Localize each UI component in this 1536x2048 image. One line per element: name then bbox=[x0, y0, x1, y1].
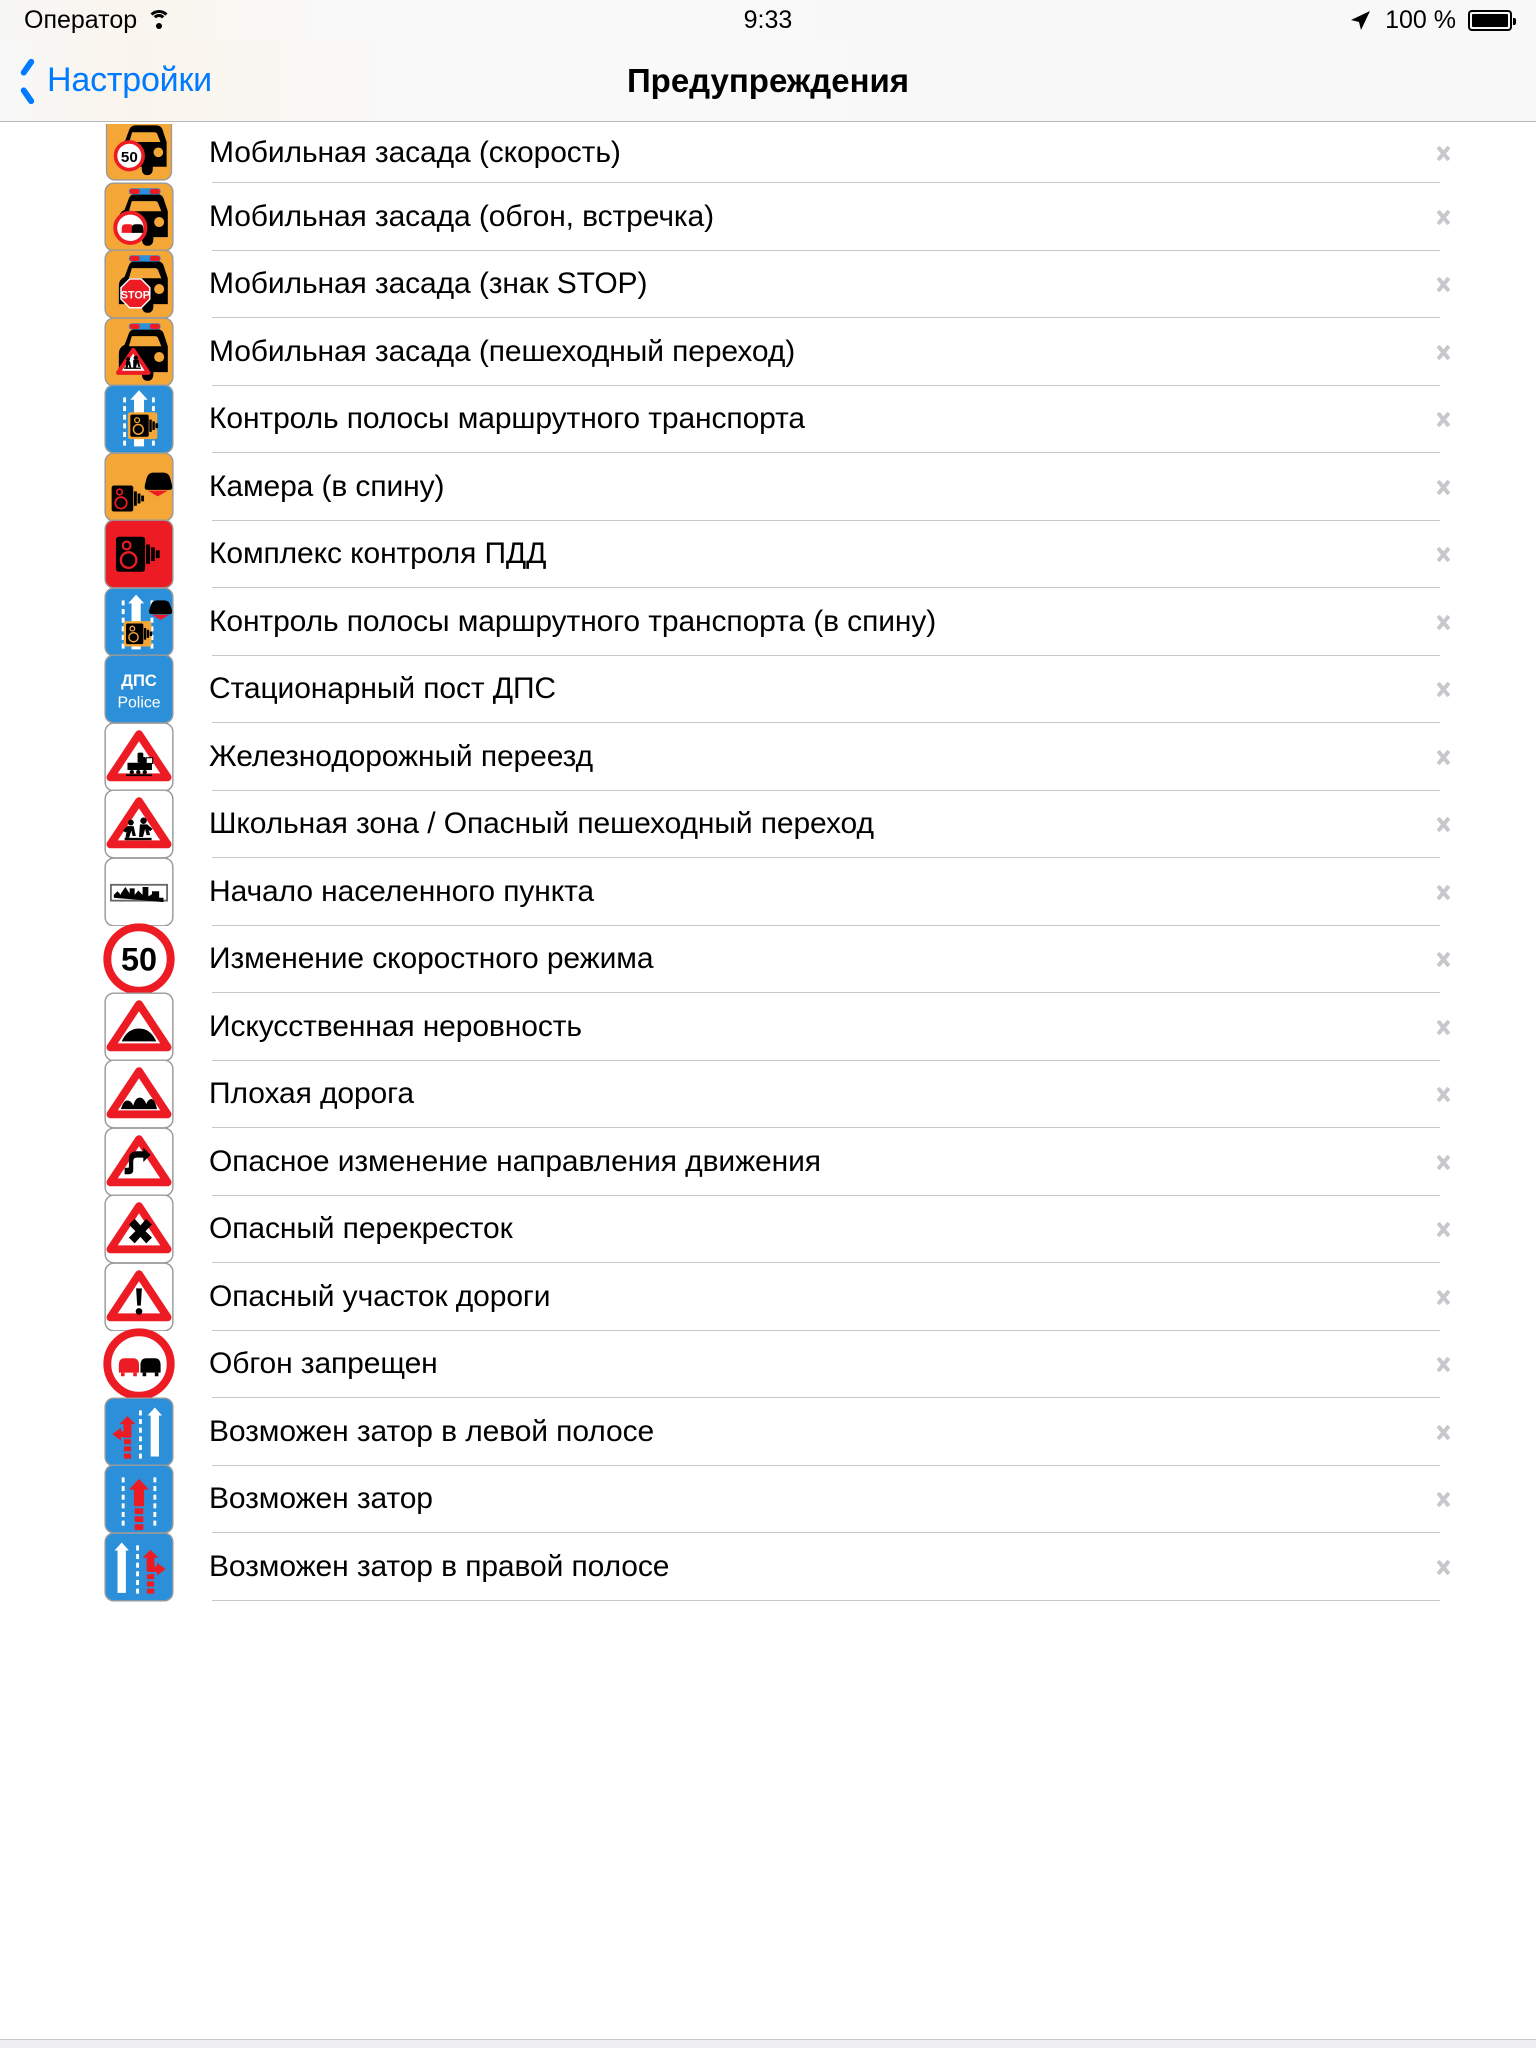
battery-percent-label: 100 % bbox=[1385, 5, 1456, 34]
traffic-jam-sign-icon bbox=[95, 1463, 183, 1535]
rear-facing-camera-sign-icon bbox=[95, 451, 183, 523]
status-bar-left bbox=[24, 6, 171, 35]
list-item-label: Опасное изменение направления движения bbox=[209, 1144, 821, 1178]
chevron-right-icon[interactable] bbox=[1437, 1351, 1452, 1377]
svg-text:50: 50 bbox=[120, 148, 138, 166]
police-car-stop-sign-icon bbox=[95, 248, 183, 320]
chevron-right-icon[interactable] bbox=[1437, 339, 1452, 365]
traffic-jam-left-lane-sign-icon bbox=[95, 1396, 183, 1468]
list-item[interactable] bbox=[0, 723, 1536, 791]
list-item-label: Железнодорожный переезд bbox=[209, 739, 594, 773]
list-item[interactable] bbox=[0, 453, 1536, 521]
traffic-enforcement-complex-sign-icon bbox=[95, 518, 183, 590]
navigation-bar bbox=[0, 40, 1536, 122]
svg-text:STOP: STOP bbox=[120, 289, 151, 302]
list-item[interactable] bbox=[0, 1061, 1536, 1129]
list-item[interactable] bbox=[0, 318, 1536, 386]
status-bar-right bbox=[1347, 6, 1512, 35]
list-item-label: Контроль полосы маршрутного транспорта (в спину) bbox=[209, 604, 937, 638]
list-item[interactable] bbox=[0, 122, 1536, 183]
traffic-jam-right-lane-sign-icon bbox=[95, 1531, 183, 1603]
list-item[interactable] bbox=[0, 183, 1536, 251]
list-item[interactable] bbox=[0, 386, 1536, 454]
bus-lane-camera-rear-sign-icon bbox=[95, 586, 183, 658]
list-item[interactable] bbox=[0, 1263, 1536, 1331]
police-car-speed-limit-sign-icon bbox=[95, 124, 183, 182]
battery-full-icon bbox=[1468, 10, 1512, 31]
chevron-right-icon[interactable] bbox=[1437, 676, 1452, 702]
list-item-label: Опасный перекресток bbox=[209, 1212, 513, 1246]
back-button-label: Настройки bbox=[47, 61, 212, 99]
list-item[interactable] bbox=[0, 1196, 1536, 1264]
speed-limit-50-sign-icon bbox=[95, 923, 183, 995]
list-item[interactable] bbox=[0, 791, 1536, 859]
list-item-label: Мобильная засада (пешеходный переход) bbox=[209, 334, 796, 368]
chevron-left-icon bbox=[20, 66, 37, 96]
list-item-label: Контроль полосы маршрутного транспорта bbox=[209, 402, 805, 436]
page-title: Предупреждения bbox=[626, 61, 910, 99]
list-item[interactable] bbox=[0, 251, 1536, 319]
list-item[interactable] bbox=[0, 521, 1536, 589]
rough-road-sign-icon bbox=[95, 1058, 183, 1130]
list-item-label: Изменение скоростного режима bbox=[209, 942, 654, 976]
chevron-right-icon[interactable] bbox=[1437, 271, 1452, 297]
school-zone-sign-icon bbox=[95, 788, 183, 860]
chevron-right-icon[interactable] bbox=[1437, 811, 1452, 837]
list-item-label: Возможен затор bbox=[209, 1482, 433, 1516]
chevron-right-icon[interactable] bbox=[1437, 1419, 1452, 1445]
speed-bump-sign-icon bbox=[95, 991, 183, 1063]
chevron-right-icon[interactable] bbox=[1437, 140, 1452, 166]
police-post-dps-sign-icon bbox=[95, 653, 183, 725]
chevron-right-icon[interactable] bbox=[1437, 1284, 1452, 1310]
double-bend-sign-icon bbox=[95, 1126, 183, 1198]
chevron-right-icon[interactable] bbox=[1437, 609, 1452, 635]
chevron-right-icon[interactable] bbox=[1437, 1486, 1452, 1512]
row-separator bbox=[212, 1600, 1440, 1601]
railway-crossing-sign-icon bbox=[95, 721, 183, 793]
list-item-label: Начало населенного пункта bbox=[209, 874, 594, 908]
warnings-list[interactable] bbox=[0, 122, 1536, 2048]
chevron-right-icon[interactable] bbox=[1437, 744, 1452, 770]
chevron-right-icon[interactable] bbox=[1437, 406, 1452, 432]
chevron-right-icon[interactable] bbox=[1437, 879, 1452, 905]
police-car-pedestrian-sign-icon bbox=[95, 316, 183, 388]
svg-text:50: 50 bbox=[120, 941, 158, 978]
list-item-label: Опасный участок дороги bbox=[209, 1279, 551, 1313]
list-item-label: Искусственная неровность bbox=[209, 1009, 582, 1043]
chevron-right-icon[interactable] bbox=[1437, 1216, 1452, 1242]
list-item[interactable] bbox=[0, 993, 1536, 1061]
svg-text:Police: Police bbox=[117, 694, 161, 712]
list-item[interactable] bbox=[0, 1128, 1536, 1196]
status-bar bbox=[0, 0, 1536, 40]
list-item-label: Возможен затор в правой полосе bbox=[209, 1549, 670, 1583]
bus-lane-camera-sign-icon bbox=[95, 383, 183, 455]
list-item-label: Возможен затор в левой полосе bbox=[209, 1414, 655, 1448]
list-item-label: Камера (в спину) bbox=[209, 469, 445, 503]
no-overtaking-sign-icon bbox=[95, 1328, 183, 1400]
list-item-label: Школьная зона / Опасный пешеходный переход bbox=[209, 807, 874, 841]
wifi-icon bbox=[147, 10, 171, 30]
chevron-right-icon[interactable] bbox=[1437, 946, 1452, 972]
chevron-right-icon[interactable] bbox=[1437, 1149, 1452, 1175]
city-limit-sign-icon bbox=[95, 856, 183, 928]
list-item-label: Мобильная засада (знак STOP) bbox=[209, 267, 648, 301]
dangerous-crossroad-sign-icon bbox=[95, 1193, 183, 1265]
list-item-label: Плохая дорога bbox=[209, 1077, 414, 1111]
chevron-right-icon[interactable] bbox=[1437, 541, 1452, 567]
list-item[interactable] bbox=[0, 1398, 1536, 1466]
back-button[interactable] bbox=[0, 61, 212, 100]
list-item-label: Мобильная засада (обгон, встречка) bbox=[209, 199, 715, 233]
status-bar-clock: 9:33 bbox=[743, 5, 793, 34]
list-item[interactable] bbox=[0, 926, 1536, 994]
svg-text:ДПС: ДПС bbox=[121, 671, 157, 691]
chevron-right-icon[interactable] bbox=[1437, 204, 1452, 230]
list-item[interactable] bbox=[0, 1533, 1536, 1601]
chevron-right-icon[interactable] bbox=[1437, 1081, 1452, 1107]
list-item-label: Обгон запрещен bbox=[209, 1347, 438, 1381]
list-item-label: Комплекс контроля ПДД bbox=[209, 537, 547, 571]
carrier-label: Оператор bbox=[24, 5, 138, 34]
chevron-right-icon[interactable] bbox=[1437, 1014, 1452, 1040]
list-item-label: Стационарный пост ДПС bbox=[209, 672, 556, 706]
list-item[interactable] bbox=[0, 1331, 1536, 1399]
list-item[interactable] bbox=[0, 656, 1536, 724]
list-item[interactable] bbox=[0, 1466, 1536, 1534]
list-item[interactable] bbox=[0, 588, 1536, 656]
general-danger-sign-icon bbox=[95, 1261, 183, 1333]
bottom-strip bbox=[0, 2039, 1536, 2048]
police-car-no-overtaking-sign-icon bbox=[95, 181, 183, 253]
location-arrow-icon bbox=[1347, 7, 1373, 33]
list-item-label: Мобильная засада (скорость) bbox=[209, 135, 621, 169]
chevron-right-icon[interactable] bbox=[1437, 1554, 1452, 1580]
list-item[interactable] bbox=[0, 858, 1536, 926]
chevron-right-icon[interactable] bbox=[1437, 474, 1452, 500]
